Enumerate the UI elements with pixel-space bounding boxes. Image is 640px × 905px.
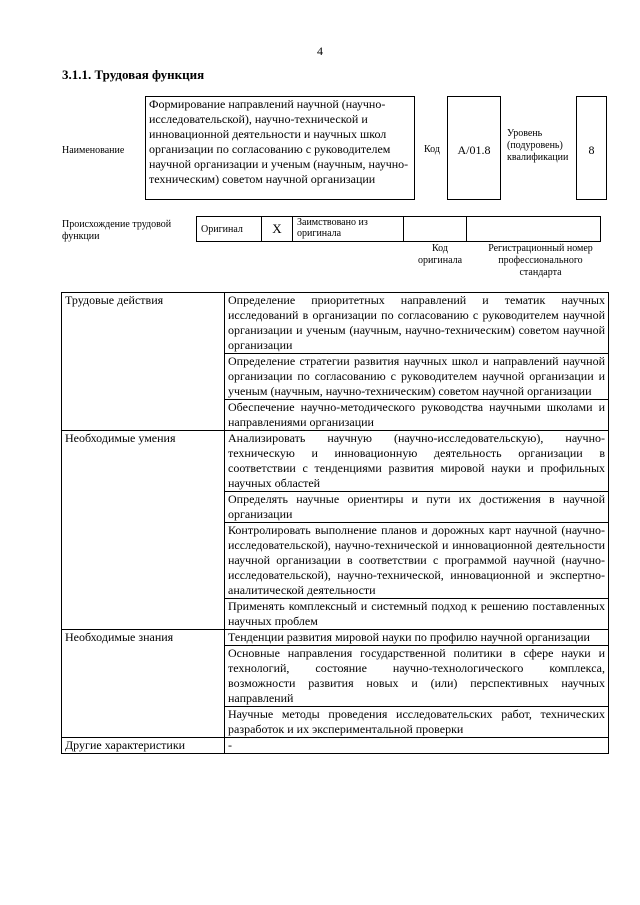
section-title: 3.1.1. Трудовая функция xyxy=(62,67,205,82)
knowledge-item: Тенденции развития мировой науки по профилю научной организации xyxy=(225,630,609,646)
origin-label: Происхождение трудовой функции xyxy=(62,219,172,242)
action-item: Определение стратегии развития научных школ и направлений научной организации по согласованию с руководителем научной организации и ученым (научным, научно-техническим) советом научной организации xyxy=(225,354,609,400)
level-label: Уровень (подуровень) квалификации xyxy=(507,128,569,163)
table-row xyxy=(62,630,609,646)
knowledge-label: Необходимые знания xyxy=(62,630,225,738)
knowledge-item: Научные методы проведения исследовательских работ, технических разработок и их экспериментальной проверки xyxy=(225,707,609,738)
level-value: 8 xyxy=(588,143,595,157)
name-label: Наименование xyxy=(62,145,125,156)
table-row xyxy=(62,431,609,492)
origin-borrowed: Заимствовано из оригинала xyxy=(293,217,404,242)
origin-regnum-cell xyxy=(467,217,601,242)
reg-number-label: Регистрационный номер профессионального стандарта xyxy=(488,243,593,278)
table-row xyxy=(62,293,609,354)
table-row xyxy=(62,738,609,754)
function-name-box: Формирование направлений научной (научно-исследовательской), научно-технической и инновационной деятельности и научных школ организации по согласованию с руководителем научной организации и ученым (научным, научно-техническим) советом научной организации xyxy=(145,96,415,200)
action-item: Обеспечение научно-методического руководства научными школами и направлениями организации xyxy=(225,400,609,431)
code-label: Код xyxy=(424,144,440,155)
skill-item: Определять научные ориентиры и пути их достижения в научной организации xyxy=(225,492,609,523)
function-details-table xyxy=(61,292,609,754)
code-original-label: Код оригинала xyxy=(417,243,463,266)
skill-item: Анализировать научную (научно-исследовательскую), научно-техническую и инновационную деятельность организации в соответствии с тенденциями развития мировой науки и профильных научных областей xyxy=(225,431,609,492)
knowledge-item: Основные направления государственной политики в сфере науки и технологий, состояние научно-технологического комплекса, возможности развития новых и (или) перспективных научных направлений xyxy=(225,646,609,707)
action-item: Определение приоритетных направлений и тематик научных исследований в организации по согласованию с руководителем научной организации и ученым (научным, научно-техническим) советом научной организации xyxy=(225,293,609,354)
skill-item: Контролировать выполнение планов и дорожных карт научной (научно-исследовательской), научно-технической и инновационной деятельности научной организации в соответствии с программой научной (научно-исследовательской), научно-технической, инновационной и экспертно-аналитической деятельности xyxy=(225,523,609,599)
other-label: Другие характеристики xyxy=(62,738,225,754)
skills-label: Необходимые умения xyxy=(62,431,225,630)
actions-label: Трудовые действия xyxy=(62,293,225,431)
origin-mark: X xyxy=(262,217,293,242)
other-item: - xyxy=(225,738,609,754)
origin-table xyxy=(196,216,601,242)
page-number: 4 xyxy=(317,44,323,58)
code-value: A/01.8 xyxy=(457,143,491,157)
origin-original: Оригинал xyxy=(197,217,262,242)
origin-code-cell xyxy=(404,217,467,242)
skill-item: Применять комплексный и системный подход к решению поставленных научных проблем xyxy=(225,599,609,630)
